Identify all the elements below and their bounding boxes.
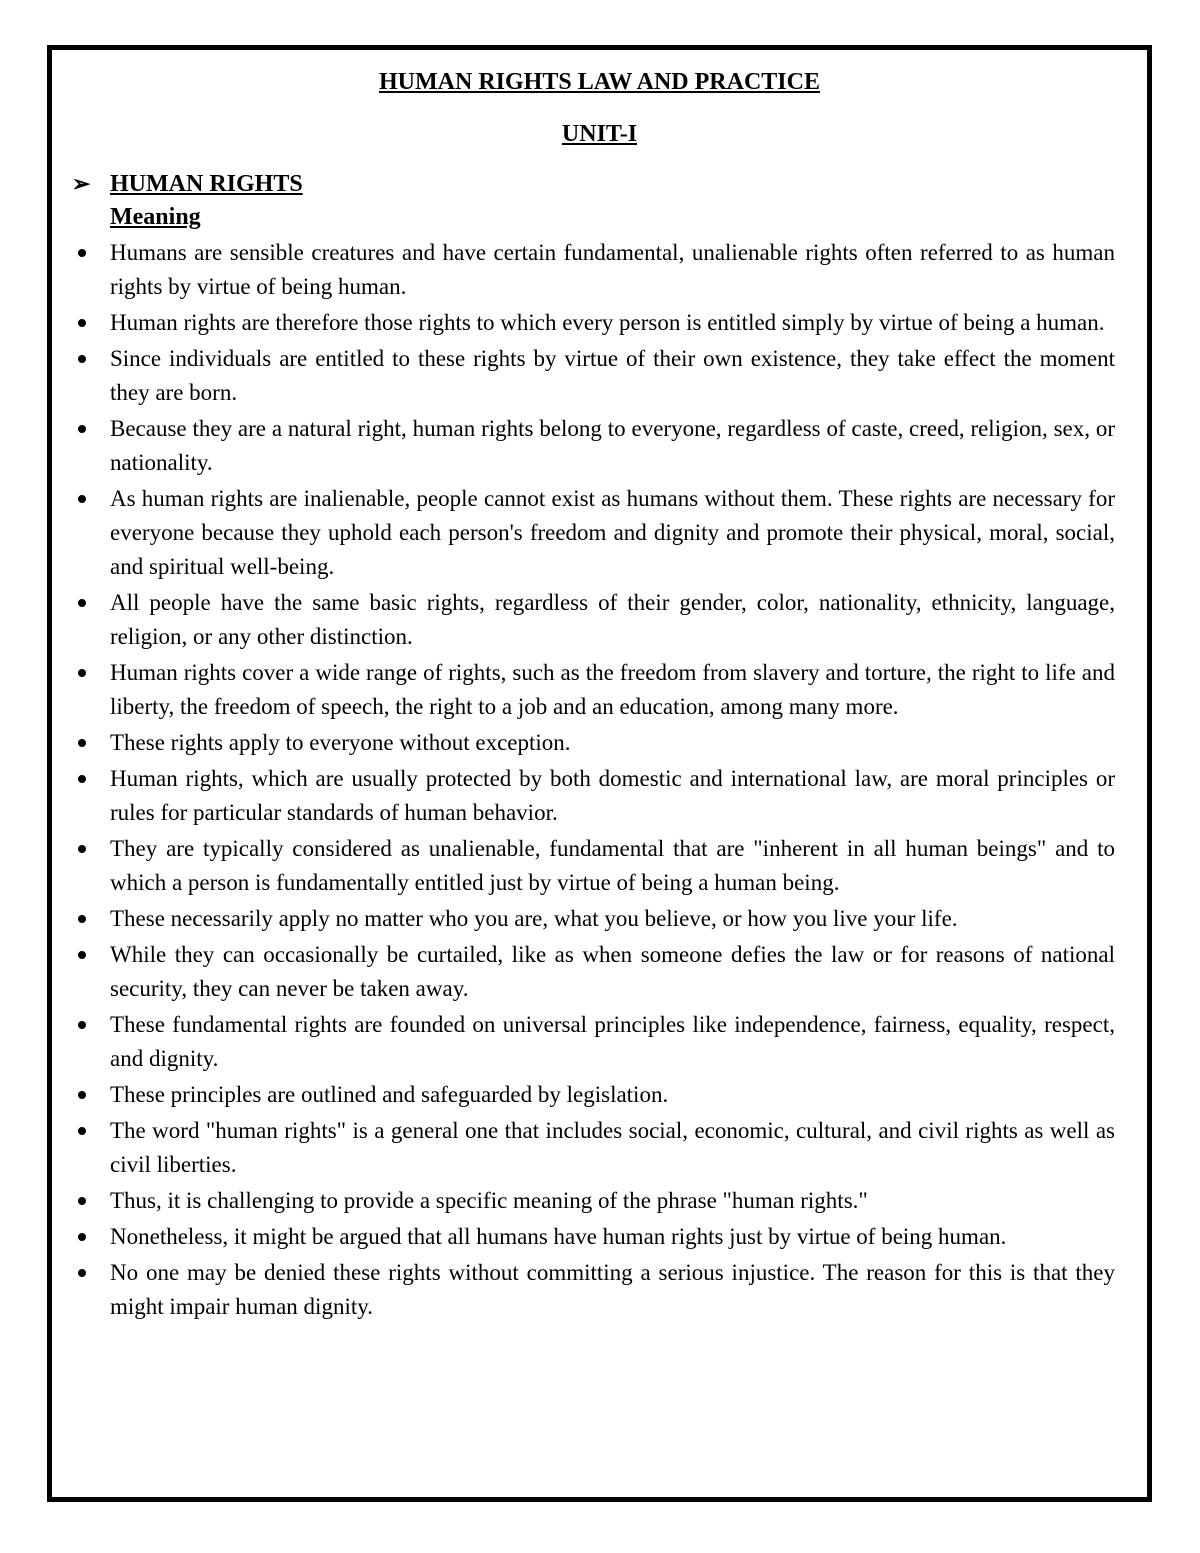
list-item	[72, 1256, 1115, 1324]
list-item-text: These rights apply to everyone without exception.	[110, 730, 571, 755]
list-item-text: Human rights, which are usually protected by both domestic and international law, are moral principles or rules for particular standards of human behavior.	[110, 766, 1115, 825]
list-item-text: These principles are outlined and safeguarded by legislation.	[110, 1082, 669, 1107]
bullet-dot-icon	[78, 915, 86, 923]
list-item	[72, 306, 1115, 340]
list-item-text: No one may be denied these rights without committing a serious injustice. The reason for this is that they might impair human dignity.	[110, 1260, 1115, 1319]
section-heading-text: HUMAN RIGHTS	[110, 171, 303, 197]
bullet-dot-icon	[78, 1197, 86, 1205]
list-item	[72, 412, 1115, 480]
list-item	[72, 482, 1115, 584]
list-item-text: These necessarily apply no matter who you are, what you believe, or how you live your life.	[110, 906, 958, 931]
bullet-dot-icon	[78, 599, 86, 607]
bullet-dot-icon	[78, 1127, 86, 1135]
bullet-dot-icon	[78, 739, 86, 747]
bullet-dot-icon	[78, 1091, 86, 1099]
list-item-text: Because they are a natural right, human rights belong to everyone, regardless of caste, creed, religion, sex, or nationality.	[110, 416, 1115, 475]
list-item-text: The word "human rights" is a general one that includes social, economic, cultural, and civil rights as well as civil liberties.	[110, 1118, 1115, 1177]
list-item	[72, 938, 1115, 1006]
page-border	[47, 45, 1152, 1502]
list-item	[72, 236, 1115, 304]
list-item-text: Since individuals are entitled to these rights by virtue of their own existence, they take effect the moment they are born.	[110, 346, 1115, 405]
list-item	[72, 1184, 1115, 1218]
bullet-list	[72, 236, 1115, 1326]
bullet-dot-icon	[78, 495, 86, 503]
bullet-dot-icon	[78, 775, 86, 783]
bullet-dot-icon	[78, 1021, 86, 1029]
bullet-dot-icon	[78, 249, 86, 257]
unit-heading: UNIT-I	[561, 121, 638, 147]
list-item-text: Human rights are therefore those rights to which every person is entitled simply by virtue of being a human.	[110, 310, 1105, 335]
list-item-text: While they can occasionally be curtailed, like as when someone defies the law or for reasons of national security, they can never be taken away.	[110, 942, 1115, 1001]
bullet-dot-icon	[78, 669, 86, 677]
list-item	[72, 1114, 1115, 1182]
bullet-dot-icon	[78, 1233, 86, 1241]
list-item-text: Nonetheless, it might be argued that all humans have human rights just by virtue of being human.	[110, 1224, 1007, 1249]
list-item-text: As human rights are inalienable, people cannot exist as humans without them. These rights are necessary for everyone because they uphold each person's freedom and dignity and promote their physical, moral, social, and spiritual well-being.	[110, 486, 1115, 579]
bullet-dot-icon	[78, 355, 86, 363]
list-item	[72, 1008, 1115, 1076]
document-title: HUMAN RIGHTS LAW AND PRACTICE	[379, 69, 820, 95]
list-item	[72, 902, 1115, 936]
arrow-bullet-icon: ➢	[72, 171, 91, 196]
list-item	[72, 1078, 1115, 1112]
bullet-dot-icon	[78, 319, 86, 327]
bullet-dot-icon	[78, 845, 86, 853]
list-item-text: They are typically considered as unalienable, fundamental that are "inherent in all human beings" and to which a person is fundamentally entitled just by virtue of being a human being.	[110, 836, 1115, 895]
list-item-text: All people have the same basic rights, regardless of their gender, color, nationality, ethnicity, language, religion, or any other distinction.	[110, 590, 1115, 649]
list-item	[72, 726, 1115, 760]
bullet-dot-icon	[78, 951, 86, 959]
bullet-dot-icon	[78, 425, 86, 433]
section-heading	[72, 168, 303, 200]
subheading-meaning: Meaning	[110, 204, 201, 230]
list-item	[72, 762, 1115, 830]
list-item-text: Thus, it is challenging to provide a specific meaning of the phrase "human rights."	[110, 1188, 868, 1213]
list-item	[72, 1220, 1115, 1254]
list-item	[72, 586, 1115, 654]
list-item	[72, 656, 1115, 724]
list-item-text: Human rights cover a wide range of rights, such as the freedom from slavery and torture, the right to life and liberty, the freedom of speech, the right to a job and an education, among many more.	[110, 660, 1115, 719]
list-item	[72, 342, 1115, 410]
list-item-text: Humans are sensible creatures and have certain fundamental, unalienable rights often referred to as human rights by virtue of being human.	[110, 240, 1115, 299]
list-item	[72, 832, 1115, 900]
bullet-dot-icon	[78, 1269, 86, 1277]
list-item-text: These fundamental rights are founded on universal principles like independence, fairness, equality, respect, and dignity.	[110, 1012, 1115, 1071]
